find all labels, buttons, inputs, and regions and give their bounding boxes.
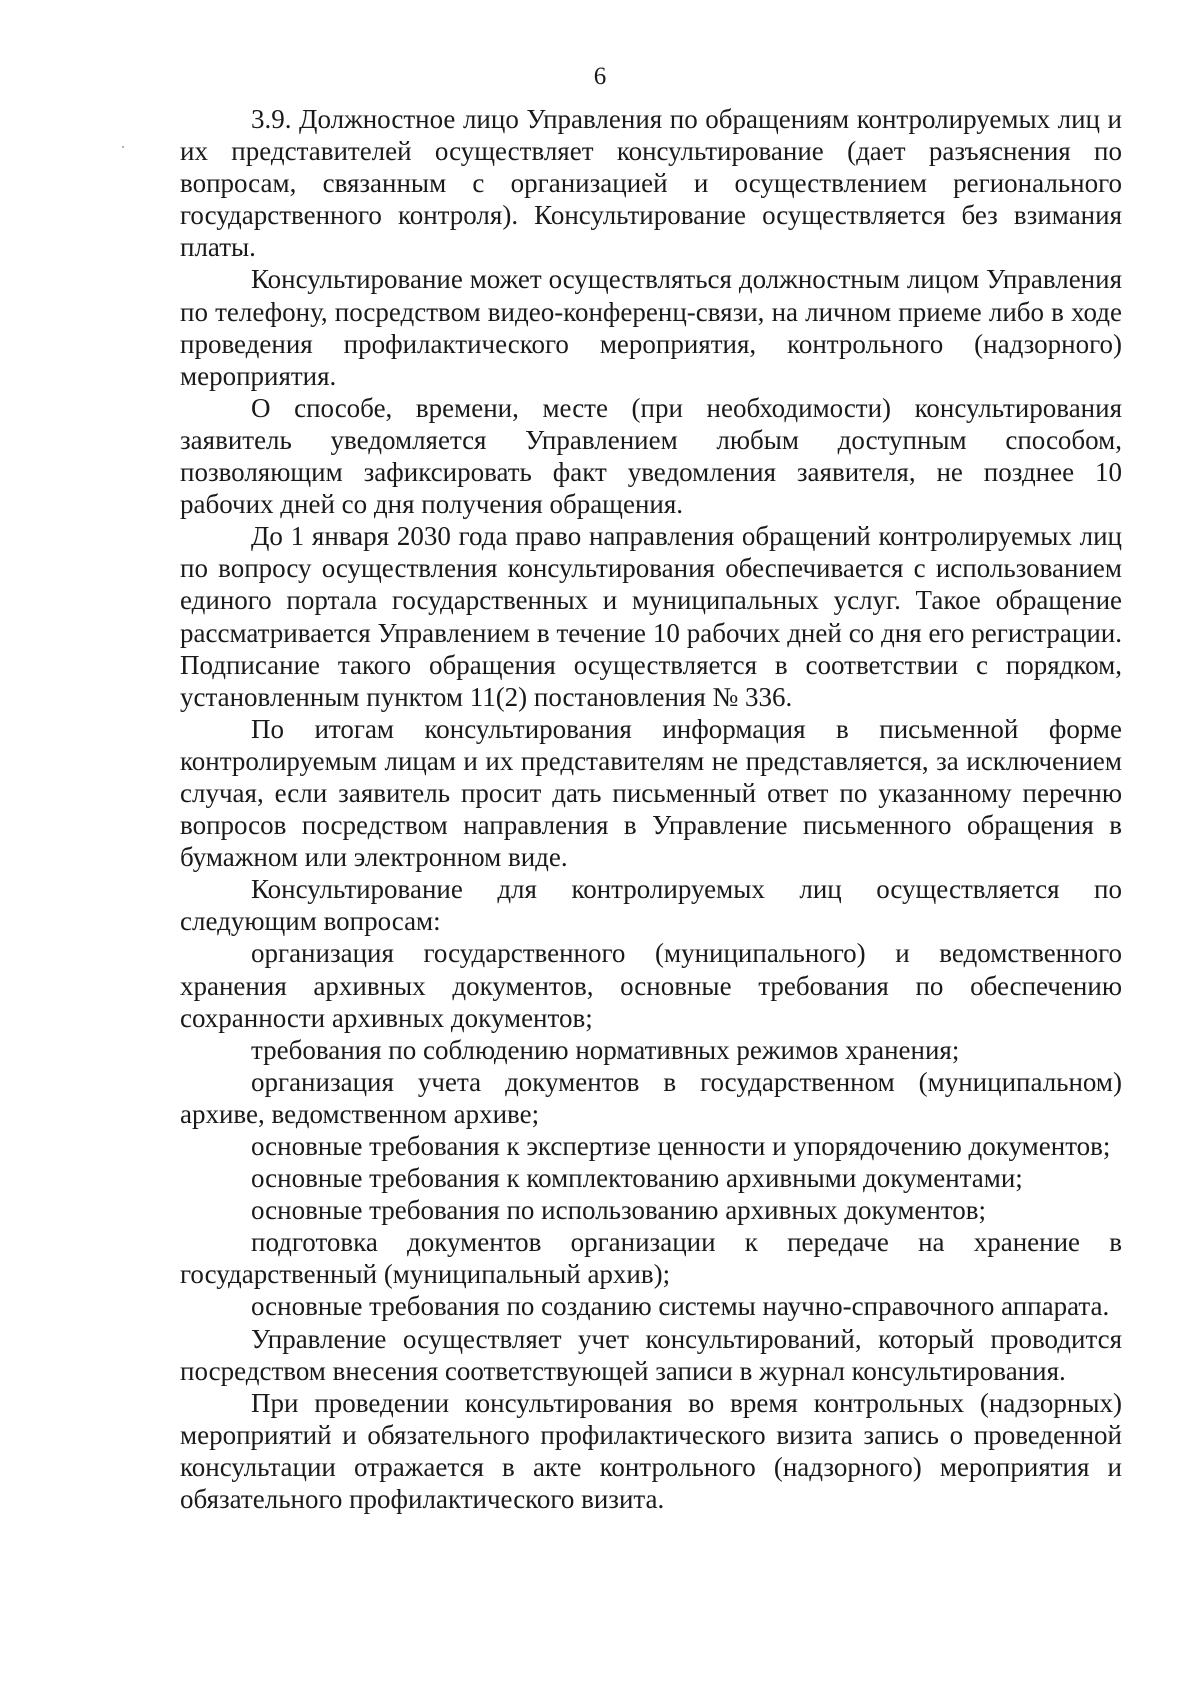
paragraph-written-answer: По итогам консультирования информация в письменной форме контролируемым лицам и их представителям не представляется, за исключением случая, если заявитель просит дать письменный ответ по указанному перечню вопросов посредством направления в Управление письменного обращения в бумажном или электронном виде. bbox=[180, 713, 1122, 873]
paragraph-inspection-record: При проведении консультирования во время контрольных (надзорных) мероприятий и обязательного профилактического визита запись о проведенной консультации отражается в акте контрольного (надзорного) мероприятия и обязательного профилактического визита. bbox=[180, 1387, 1122, 1515]
list-item: требования по соблюдению нормативных режимов хранения; bbox=[251, 1034, 960, 1065]
page-number: 6 bbox=[593, 63, 607, 90]
list-item: основные требования к комплектованию архивными документами; bbox=[251, 1163, 1023, 1194]
paragraph-notification: О способе, времени, месте (при необходимости) консультирования заявитель уведомляется Управлением любым доступным способом, позволяющим зафиксировать факт уведомления заявителя, не позднее 10 рабочих дней со дня получения обращения. bbox=[180, 392, 1122, 520]
list-item: основные требования к экспертизе ценности и упорядочению документов; bbox=[251, 1131, 1111, 1161]
list-item: основные требования по использованию архивных документов; bbox=[251, 1195, 987, 1226]
list-item: подготовка документов организации к передаче на хранение в государственный (муниципальный архив); bbox=[180, 1227, 1122, 1290]
document-body bbox=[180, 103, 1122, 1515]
list-item: организация учета документов в государственном (муниципальном) архиве, ведомственном архиве; bbox=[180, 1066, 1122, 1129]
list-item: организация государственного (муниципального) и ведомственного хранения архивных документов, основные требования по обеспечению сохранности архивных документов; bbox=[180, 938, 1122, 1033]
consultation-topics-list bbox=[180, 937, 1122, 1322]
scan-speck bbox=[122, 146, 124, 148]
paragraph-consultation-log: Управление осуществляет учет консультирований, который проводится посредством внесения соответствующей записи в журнал консультирования. bbox=[180, 1323, 1122, 1386]
list-item: основные требования по созданию системы научно-справочного аппарата. bbox=[251, 1291, 1110, 1322]
paragraph-topics-intro: Консультирование для контролируемых лиц осуществляется по следующим вопросам: bbox=[180, 874, 1122, 937]
paragraph-consultation-methods: Консультирование может осуществляться должностным лицом Управления по телефону, посредством видео-конференц-связи, на личном приеме либо в ходе проведения профилактического мероприятия, контрольного (надзорного) мероприятия. bbox=[180, 264, 1122, 391]
paragraph-portal-requests: До 1 января 2030 года право направления обращений контролируемых лиц по вопросу осуществления консультирования обеспечивается с использованием единого портала государственных и муниципальных услуг. Такое обращение рассматривается Управлением в течение 10 рабочих дней со дня его регистрации. Подписание такого обращения осуществляется в соответствии с порядком, установленным пунктом 11(2) постановления № 336. bbox=[180, 521, 1122, 712]
paragraph-consultation-intro: 3.9. Должностное лицо Управления по обращениям контролируемых лиц и их представителей осуществляет консультирование (дает разъяснения по вопросам, связанным с организацией и осуществлением регионального государственного контроля). Консультирование осуществляется без взимания платы. bbox=[180, 104, 1122, 263]
